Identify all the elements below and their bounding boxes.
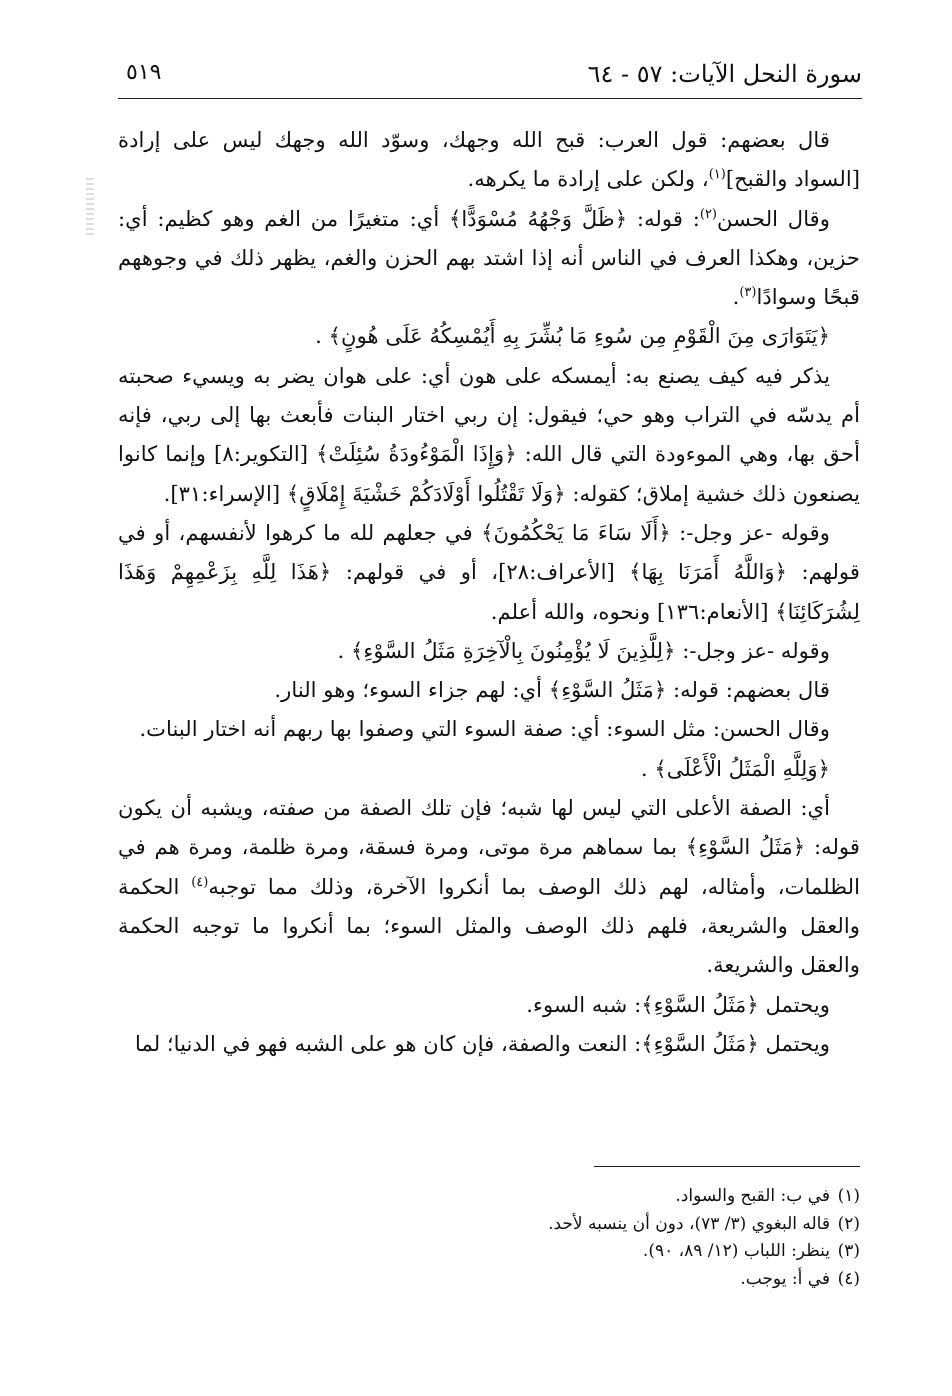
verse-quote: ﴿يَتَوَارَى مِنَ الْقَوْمِ مِن سُوءِ مَا بُشِّرَ بِهِ أَيُمْسِكُهُ عَلَى هُونٍ﴾ . xyxy=(315,323,830,349)
footnote-number: (٢) xyxy=(837,1213,860,1234)
page-number: ٥١٩ xyxy=(126,60,162,85)
paragraph: وقال الحسن$^{(٢)}$: قوله: ﴿ظَلَّ وَجْهُهُ مُسْوَدًّا﴾ أي: متغيرًا من الغم وهو كظيم: أي: حزين، وهكذا العرف في الناس أنه إذا اشتد بهم الحزن والغم، يظهر ذلك في وجوههم قبحًا وسوادًا$^{(٣)}$. xyxy=(118,205,860,310)
footnote: (٣)ينظر: اللباب (١٢/ ٨٩، ٩٠). xyxy=(118,1238,860,1266)
footnote: (١)في ب: القبح والسواد. xyxy=(118,1183,860,1211)
footnote-ref: (٤) xyxy=(191,874,209,890)
paragraph: أي: الصفة الأعلى التي ليس لها شبه؛ فإن تلك الصفة من صفته، ويشبه أن يكون قوله: ﴿مَثَلُ السَّوْءِ﴾ بما سماهم مرة موتى، ومرة فسقة، ومرة ظلمة، ومرة هم في الظلمات، وأمثاله، لهم ذلك الوصف بما أنكروا الآخرة، وذلك مما توجبه$^{(٤)}$ الحكمة والعقل والشريعة، فلهم ذلك الوصف والمثل السوء؛ بما أنكروا ما توجبه الحكمة والعقل والشريعة. xyxy=(118,795,860,978)
paragraph: ويحتمل ﴿مَثَلُ السَّوْءِ﴾: شبه السوء. xyxy=(526,991,830,1017)
paragraph: قال بعضهم: قول العرب: قبح الله وجهك، وسوّد الله وجهك ليس على إرادة [السواد والقبح]$^{(١)}$، ولكن على إرادة ما يكرهه. xyxy=(118,127,860,192)
footnote: (٢)قاله البغوي (٣/ ٧٣)، دون أن ينسبه لأحد. xyxy=(118,1211,860,1239)
footnote-separator xyxy=(594,1166,860,1167)
footnotes xyxy=(118,1183,860,1293)
footnote-number: (٣) xyxy=(837,1241,860,1261)
footnote-ref: (١) xyxy=(708,167,726,183)
scan-artifact xyxy=(86,178,94,238)
footnote-ref: (٣) xyxy=(739,285,757,301)
main-text xyxy=(118,120,860,1063)
paragraph: ويحتمل ﴿مَثَلُ السَّوْءِ﴾: النعت والصفة، فإن كان هو على الشبه فهو في الدنيا؛ لما xyxy=(135,1030,830,1056)
paragraph: قال بعضهم: قوله: ﴿مَثَلُ السَّوْءِ﴾ أي: لهم جزاء السوء؛ وهو النار. xyxy=(274,677,830,703)
footnote-ref: (٢) xyxy=(699,206,717,222)
footnote-number: (١) xyxy=(837,1186,860,1206)
running-title: سورة النحل الآيات: ٥٧ - ٦٤ xyxy=(587,60,862,88)
paragraph: وقوله -عز وجل-: ﴿أَلَا سَاءَ مَا يَحْكُمُونَ﴾ في جعلهم لله ما كرهوا لأنفسهم، أو في قولهم: ﴿وَاللَّهُ أَمَرَنَا بِهَا﴾ [الأعراف:٢٨]، أو في قولهم: ﴿هَذَا لِلَّهِ بِزَعْمِهِمْ وَهَذَا لِشُرَكَائِنَا﴾ [الأنعام:١٣٦] ونحوه، والله أعلم. xyxy=(118,519,860,624)
footnote: (٤)في أ: يوجب. xyxy=(118,1266,860,1294)
page-header xyxy=(118,40,862,99)
footnote-number: (٤) xyxy=(837,1268,860,1289)
paragraph: وقال الحسن: مثل السوء: أي: صفة السوء التي وصفوا بها ربهم أنه اختار البنات. xyxy=(139,716,830,742)
paragraph: يذكر فيه كيف يصنع به: أيمسكه على هون أي: على هوان يضر به ويسيء صحبته أم يدسّه في التراب وهو حي؛ فيقول: إن ربي اختار البنات فأبعث بها إلى ربي، فإنه أحق بها، وهي الموءودة التي قال الله: ﴿وَإِذَا الْمَوْءُودَةُ سُئِلَتْ﴾ [التكوير:٨] وإنما كانوا يصنعون ذلك خشية إملاق؛ كقوله: ﴿وَلَا تَقْتُلُوا أَوْلَادَكُمْ خَشْيَةَ إِمْلَاقٍ﴾ [الإسراء:٣١]. xyxy=(118,362,860,506)
verse-quote: ﴿وَلِلَّهِ الْمَثَلُ الْأَعْلَى﴾ . xyxy=(640,755,830,781)
verse-quote: وقوله -عز وجل-: ﴿لِلَّذِينَ لَا يُؤْمِنُونَ بِالْآخِرَةِ مَثَلُ السَّوْءِ﴾ . xyxy=(337,637,830,663)
